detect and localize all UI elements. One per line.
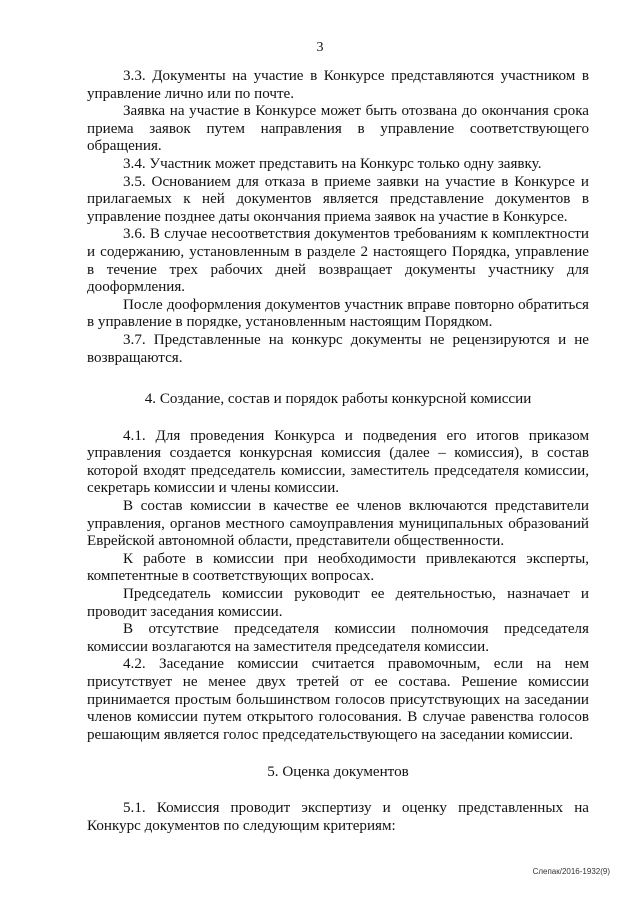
paragraph-commission-members: В состав комиссии в качестве ее членов включаются представители управления, органов местного самоуправления муниципальных образований Еврейской автономной области, представители общественности. [87,498,589,550]
section-5-heading: 5. Оценка документов [267,764,409,781]
paragraph-5-1: 5.1. Комиссия проводит экспертизу и оценку представленных на Конкурс документов по следующим критериям: [87,799,589,834]
page-number: 3 [316,40,324,55]
paragraph-chairman: Председатель комиссии руководит ее деятельностью, назначает и проводит заседания комиссии. [87,586,589,620]
paragraph-3-6: 3.6. В случае несоответствия документов требованиям к комплектности и содержанию, установленным в разделе 2 настоящего Порядка, управление в течение трех рабочих дней возвращает документы участнику для дооформления. [87,226,589,296]
paragraph-3-7: 3.7. Представленные на конкурс документы не рецензируются и не возвращаются. [87,331,589,366]
paragraph-3-3: 3.3. Документы на участие в Конкурсе представляются участником в управление лично или по почте. [87,68,589,102]
document-body [87,68,589,835]
document-code: Слепак/2016-1932(9) [532,867,610,876]
paragraph-4-2: 4.2. Заседание комиссии считается правомочным, если на нем присутствует не менее двух третей от ее состава. Решение комиссии принимается простым большинством голосов присутствующих на заседании членов комиссии путем открытого голосования. В случае равенства голосов решающим является голос председательствующего на заседании комиссии. [87,656,589,743]
paragraph-experts: К работе в комиссии при необходимости привлекаются эксперты, компетентные в соответствующих вопросах. [87,550,589,585]
paragraph-reapply: После дооформления документов участник вправе повторно обратиться в управление в порядке, установленным настоящим Порядком. [87,296,589,331]
paragraph-4-1: 4.1. Для проведения Конкурса и подведения его итогов приказом управления создается конкурсная комиссия (далее – комиссия), в состав которой входят председатель комиссии, заместитель председателя комиссии, секретарь комиссии и члены комиссии. [87,427,589,497]
paragraph-withdrawal: Заявка на участие в Конкурсе может быть отозвана до окончания срока приема заявок путем направления в управление соответствующего обращения. [87,103,589,155]
paragraph-3-4: 3.4. Участник может представить на Конкурс только одну заявку. [123,155,542,172]
section-4-heading: 4. Создание, состав и порядок работы конкурсной комиссии [144,391,532,408]
paragraph-deputy: В отсутствие председателя комиссии полномочия председателя комиссии возлагаются на заместителя председателя комиссии. [87,621,589,655]
paragraph-3-5: 3.5. Основанием для отказа в приеме заявки на участие в Конкурсе и прилагаемых к ней документов является представление документов в управление позднее даты окончания приема заявок на участие в Конкурсе. [87,173,589,225]
